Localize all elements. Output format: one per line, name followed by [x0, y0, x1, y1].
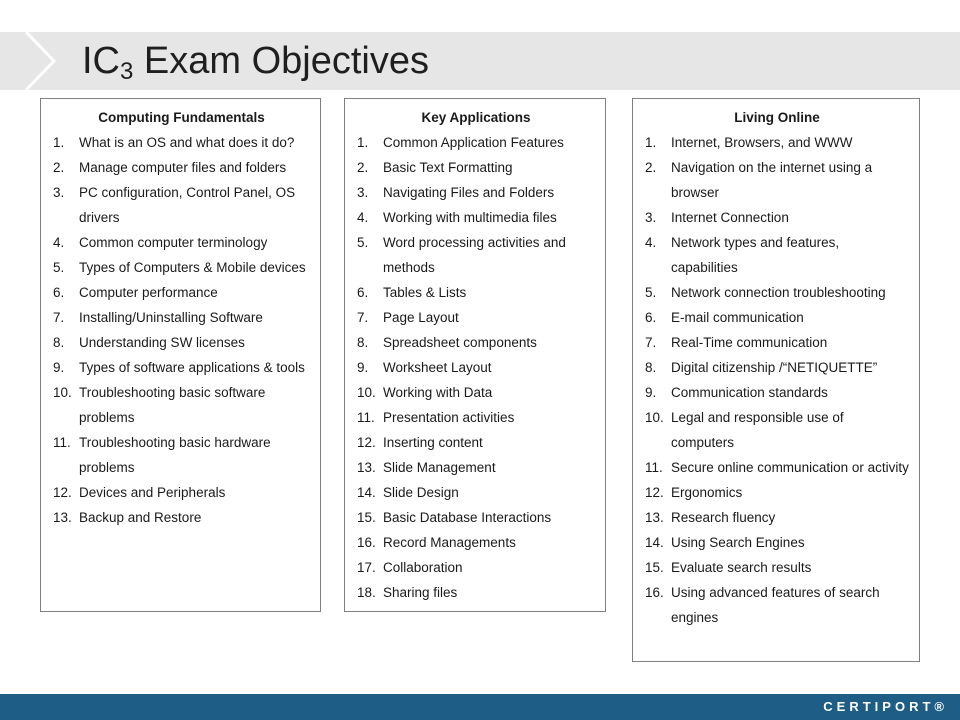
- item-text: Working with multimedia files: [383, 210, 557, 225]
- item-text: Installing/Uninstalling Software: [79, 310, 263, 325]
- item-number: 13.: [53, 510, 72, 525]
- list-item: [53, 305, 310, 330]
- list-item: [53, 155, 310, 180]
- item-number: 2.: [645, 160, 657, 175]
- computing-fundamentals-panel: [40, 98, 321, 612]
- list-item: [645, 305, 909, 330]
- item-text: Navigating Files and Folders: [383, 185, 555, 200]
- list-item: [53, 380, 310, 430]
- item-number: 15.: [357, 510, 376, 525]
- list-item: [53, 430, 310, 480]
- item-number: 2.: [53, 160, 65, 175]
- item-number: 13.: [357, 460, 376, 475]
- list-item: [645, 330, 909, 355]
- list-item: [53, 505, 310, 530]
- item-text: Network connection troubleshooting: [671, 285, 886, 300]
- list-item: [645, 530, 909, 555]
- list-item: [357, 155, 595, 180]
- item-text: Computer performance: [79, 285, 218, 300]
- item-text: Manage computer files and folders: [79, 160, 287, 175]
- item-number: 8.: [357, 335, 369, 350]
- list-item: [645, 580, 909, 630]
- item-text: Evaluate search results: [671, 560, 812, 575]
- item-number: 8.: [645, 360, 657, 375]
- list-item: [357, 280, 595, 305]
- item-text: Word processing activities and methods: [383, 235, 566, 275]
- list-item: [357, 430, 595, 455]
- panel-heading: Key Applications: [421, 110, 531, 125]
- item-number: 16.: [357, 535, 376, 550]
- item-number: 10.: [53, 385, 72, 400]
- list-item: [53, 355, 310, 380]
- item-text: Legal and responsible use of computers: [671, 410, 844, 450]
- item-number: 3.: [645, 210, 657, 225]
- list-item: [357, 380, 595, 405]
- list-item: [53, 255, 310, 280]
- item-text: Basic Text Formatting: [383, 160, 513, 175]
- item-number: 6.: [357, 285, 369, 300]
- item-number: 5.: [53, 260, 65, 275]
- item-number: 12.: [645, 485, 664, 500]
- list-item: [357, 555, 595, 580]
- list-item: [357, 455, 595, 480]
- item-number: 6.: [53, 285, 65, 300]
- item-number: 13.: [645, 510, 664, 525]
- item-text: Working with Data: [383, 385, 493, 400]
- list-item: [645, 380, 909, 405]
- item-number: 5.: [645, 285, 657, 300]
- item-number: 9.: [53, 360, 65, 375]
- item-text: Types of software applications & tools: [79, 360, 305, 375]
- item-number: 12.: [357, 435, 376, 450]
- footer-bar: [0, 694, 960, 720]
- item-number: 5.: [357, 235, 369, 250]
- item-text: E-mail communication: [671, 310, 804, 325]
- list-item: [645, 480, 909, 505]
- list-item: [53, 280, 310, 305]
- item-number: 7.: [53, 310, 65, 325]
- list-item: [645, 405, 909, 455]
- list-item: [645, 130, 909, 155]
- item-number: 1.: [645, 135, 657, 150]
- item-number: 9.: [357, 360, 369, 375]
- item-text: Internet Connection: [671, 210, 789, 225]
- item-number: 11.: [53, 435, 71, 450]
- item-number: 15.: [645, 560, 664, 575]
- list-item: [53, 330, 310, 355]
- item-text: Using Search Engines: [671, 535, 805, 550]
- list-item: [357, 305, 595, 330]
- item-text: Real-Time communication: [671, 335, 828, 350]
- item-number: 3.: [357, 185, 369, 200]
- item-text: Devices and Peripherals: [79, 485, 226, 500]
- item-text: Communication standards: [671, 385, 828, 400]
- item-number: 1.: [53, 135, 65, 150]
- key-applications-panel: [344, 98, 606, 612]
- list-item: [357, 480, 595, 505]
- objectives-list: [357, 130, 595, 605]
- item-number: 8.: [53, 335, 65, 350]
- item-number: 14.: [357, 485, 376, 500]
- item-number: 7.: [357, 310, 369, 325]
- list-item: [357, 130, 595, 155]
- list-item: [645, 205, 909, 230]
- item-number: 4.: [357, 210, 369, 225]
- list-item: [357, 230, 595, 280]
- item-number: 14.: [645, 535, 664, 550]
- chevron-right-icon: [0, 32, 56, 90]
- list-item: [645, 355, 909, 380]
- list-item: [53, 130, 310, 155]
- item-text: Types of Computers & Mobile devices: [79, 260, 306, 275]
- item-number: 18.: [357, 585, 376, 600]
- item-text: Troubleshooting basic software problems: [79, 385, 266, 425]
- item-number: 6.: [645, 310, 657, 325]
- list-item: [357, 530, 595, 555]
- item-text: Page Layout: [383, 310, 459, 325]
- item-text: Ergonomics: [671, 485, 743, 500]
- panel-heading: Computing Fundamentals: [98, 110, 265, 125]
- item-number: 3.: [53, 185, 65, 200]
- list-item: [645, 555, 909, 580]
- list-item: [53, 230, 310, 255]
- item-number: 4.: [645, 235, 657, 250]
- item-number: 11.: [645, 460, 663, 475]
- item-text: Internet, Browsers, and WWW: [671, 135, 853, 150]
- panel-heading: Living Online: [734, 110, 820, 125]
- item-text: Inserting content: [383, 435, 483, 450]
- list-item: [357, 580, 595, 605]
- list-item: [645, 155, 909, 205]
- objectives-list: [645, 130, 909, 630]
- list-item: [645, 280, 909, 305]
- item-text: Slide Design: [383, 485, 459, 500]
- item-number: 9.: [645, 385, 657, 400]
- item-text: Network types and features, capabilities: [671, 235, 840, 275]
- item-text: Basic Database Interactions: [383, 510, 552, 525]
- item-text: Slide Management: [383, 460, 496, 475]
- item-text: Backup and Restore: [79, 510, 202, 525]
- certiport-logo: CERTIPORT®: [823, 699, 948, 714]
- item-text: Common computer terminology: [79, 235, 268, 250]
- item-number: 10.: [357, 385, 376, 400]
- item-text: Navigation on the internet using a browser: [671, 160, 873, 200]
- item-number: 16.: [645, 585, 664, 600]
- item-number: 1.: [357, 135, 369, 150]
- list-item: [645, 455, 909, 480]
- item-text: Sharing files: [383, 585, 458, 600]
- item-number: 17.: [357, 560, 376, 575]
- item-text: Record Managements: [383, 535, 516, 550]
- list-item: [645, 230, 909, 280]
- item-number: 7.: [645, 335, 657, 350]
- item-text: Common Application Features: [383, 135, 564, 150]
- item-text: Secure online communication or activity: [671, 460, 909, 475]
- item-number: 2.: [357, 160, 369, 175]
- item-text: Troubleshooting basic hardware problems: [79, 435, 271, 475]
- list-item: [357, 355, 595, 380]
- item-text: Understanding SW licenses: [79, 335, 245, 350]
- item-text: Digital citizenship /“NETIQUETTE”: [671, 360, 878, 375]
- list-item: [357, 180, 595, 205]
- item-number: 12.: [53, 485, 72, 500]
- list-item: [53, 180, 310, 230]
- item-text: Presentation activities: [383, 410, 515, 425]
- living-online-panel: [632, 98, 920, 662]
- item-text: Spreadsheet components: [383, 335, 537, 350]
- list-item: [357, 405, 595, 430]
- list-item: [357, 505, 595, 530]
- objectives-list: [53, 130, 310, 530]
- list-item: [357, 205, 595, 230]
- page-title: $IC_3$ Exam Objectives: [82, 40, 430, 85]
- item-number: 4.: [53, 235, 65, 250]
- list-item: [357, 330, 595, 355]
- item-number: 10.: [645, 410, 664, 425]
- item-number: 11.: [357, 410, 375, 425]
- item-text: PC configuration, Control Panel, OS drivers: [79, 185, 296, 225]
- list-item: [53, 480, 310, 505]
- item-text: Worksheet Layout: [383, 360, 492, 375]
- item-text: Collaboration: [383, 560, 463, 575]
- item-text: Research fluency: [671, 510, 776, 525]
- item-text: Using advanced features of search engines: [671, 585, 880, 625]
- list-item: [645, 505, 909, 530]
- item-text: Tables & Lists: [383, 285, 467, 300]
- item-text: What is an OS and what does it do?: [79, 135, 295, 150]
